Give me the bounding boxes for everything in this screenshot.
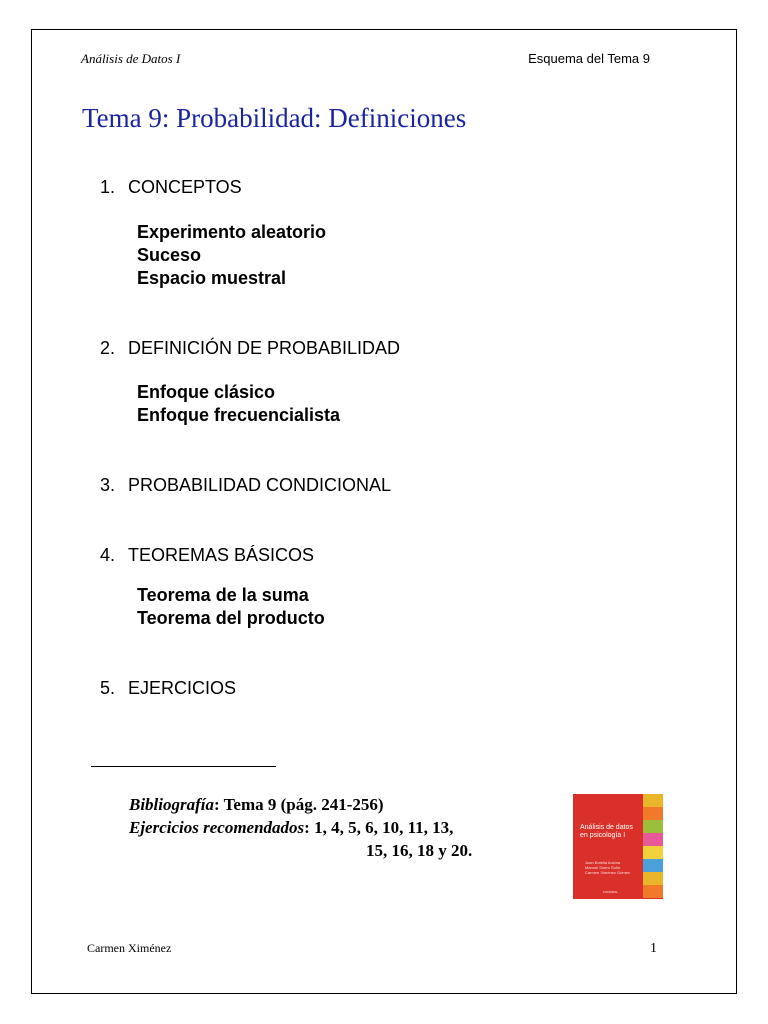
list-item: Espacio muestral — [137, 268, 287, 288]
color-block — [643, 807, 663, 820]
color-block — [643, 885, 663, 898]
section-label: TEOREMAS BÁSICOS — [128, 545, 315, 565]
section-4-heading — [100, 545, 314, 566]
bibliography-line — [129, 793, 472, 816]
divider — [91, 766, 276, 767]
section-2-heading — [100, 338, 400, 359]
book-publisher: PIRÁMIDE — [603, 890, 618, 894]
list-item: Suceso — [137, 245, 202, 265]
book-author: Carmen Ximénez Gómez — [585, 870, 630, 875]
list-item: Experimento aleatorio — [137, 222, 327, 242]
color-block — [643, 846, 663, 859]
section-number: 2. — [100, 338, 116, 358]
list-item: Enfoque frecuencialista — [137, 405, 341, 425]
color-block — [643, 833, 663, 846]
page-number: 1 — [650, 941, 657, 956]
header-course-name: Análisis de Datos I — [81, 51, 181, 66]
section-3-heading — [100, 475, 391, 496]
bibliography-block — [129, 793, 472, 862]
book-authors — [585, 860, 630, 875]
section-5-heading — [100, 678, 236, 699]
book-author: Juan Botella Ausina — [585, 860, 621, 865]
section-number: 1. — [100, 177, 116, 197]
exercises-label: Ejercicios recomendados — [129, 818, 305, 837]
list-item: Teorema de la suma — [137, 585, 309, 605]
footer-author: Carmen Ximénez — [87, 941, 172, 955]
section-label: CONCEPTOS — [128, 177, 242, 197]
exercises-list: : 1, 4, 5, 6, 10, 11, 13, — [304, 818, 454, 837]
exercises-list-continued: 15, 16, 18 y 20. — [366, 841, 473, 860]
header-outline-label: Esquema del Tema 9 — [528, 51, 650, 66]
list-item: Enfoque clásico — [137, 382, 276, 402]
page-title: Tema 9: Probabilidad: Definiciones — [82, 103, 467, 133]
bibliography-label: Bibliografía — [129, 795, 215, 814]
section-1-heading — [100, 177, 242, 198]
section-number: 4. — [100, 545, 116, 565]
list-item: Teorema del producto — [137, 608, 325, 628]
section-2-items — [137, 381, 340, 427]
section-label: DEFINICIÓN DE PROBABILIDAD — [128, 338, 401, 358]
color-block — [643, 859, 663, 872]
section-1-items — [137, 221, 326, 290]
section-4-items — [137, 584, 325, 630]
section-number: 5. — [100, 678, 116, 698]
color-block — [643, 872, 663, 885]
color-block — [643, 794, 663, 807]
book-author: Manuel Suero Suñe — [585, 865, 621, 870]
exercises-line — [129, 816, 472, 839]
section-label: PROBABILIDAD CONDICIONAL — [128, 475, 392, 495]
bibliography-text: : Tema 9 (pág. 241-256) — [214, 795, 384, 814]
book-cover-image — [573, 794, 663, 899]
section-label: EJERCICIOS — [128, 678, 237, 698]
book-cover-color-strip — [643, 794, 663, 899]
section-number: 3. — [100, 475, 116, 495]
book-title: Análisis de datos en psicología I — [580, 824, 633, 839]
color-block — [643, 820, 663, 833]
